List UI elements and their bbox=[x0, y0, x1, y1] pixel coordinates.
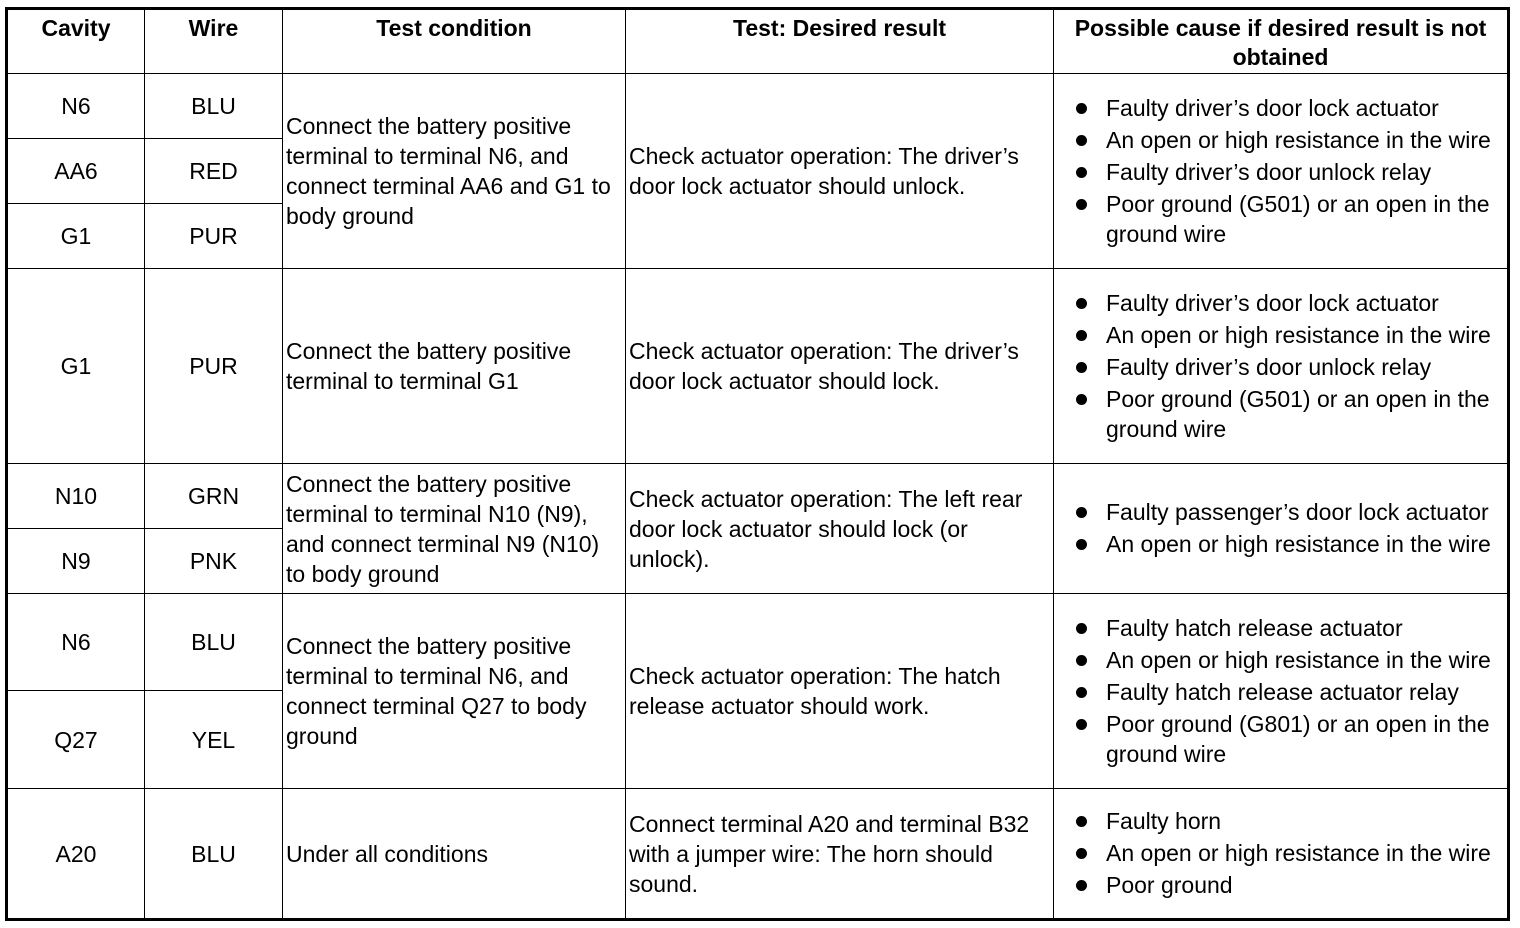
wire-cell: PNK bbox=[145, 529, 283, 594]
test-condition-cell: Connect the battery positive terminal to terminal G1 bbox=[283, 269, 626, 464]
header-test-condition: Test condition bbox=[283, 9, 626, 74]
cause-item: An open or high resistance in the wire bbox=[1106, 529, 1503, 559]
wire-cell: GRN bbox=[145, 464, 283, 529]
wire-cell: YEL bbox=[145, 691, 283, 789]
cause-list bbox=[1054, 806, 1507, 900]
desired-result-cell: Check actuator operation: The driver’s door lock actuator should unlock. bbox=[626, 74, 1054, 269]
cause-list bbox=[1054, 288, 1507, 444]
cause-item: Poor ground (G501) or an open in the ground wire bbox=[1106, 384, 1503, 444]
cause-list bbox=[1054, 497, 1507, 559]
cause-item: Faulty driver’s door lock actuator bbox=[1106, 93, 1503, 123]
test-condition-cell: Connect the battery positive terminal to terminal N10 (N9), and connect terminal N9 (N10) to body ground bbox=[283, 464, 626, 594]
table-row bbox=[7, 789, 1509, 920]
wire-cell: BLU bbox=[145, 74, 283, 139]
header-row bbox=[7, 9, 1509, 74]
cavity-cell: N6 bbox=[7, 74, 145, 139]
cavity-cell: A20 bbox=[7, 789, 145, 920]
cause-item: Poor ground bbox=[1106, 870, 1503, 900]
cause-item: Faulty hatch release actuator relay bbox=[1106, 677, 1503, 707]
cavity-cell: N10 bbox=[7, 464, 145, 529]
cavity-cell: Q27 bbox=[7, 691, 145, 789]
possible-cause-cell bbox=[1054, 594, 1509, 789]
cause-item: An open or high resistance in the wire bbox=[1106, 645, 1503, 675]
wire-cell: BLU bbox=[145, 789, 283, 920]
cavity-cell: N9 bbox=[7, 529, 145, 594]
cavity-cell: AA6 bbox=[7, 139, 145, 204]
cause-item: An open or high resistance in the wire bbox=[1106, 320, 1503, 350]
test-condition-cell: Under all conditions bbox=[283, 789, 626, 920]
table-row bbox=[7, 269, 1509, 464]
cause-list bbox=[1054, 93, 1507, 249]
possible-cause-cell bbox=[1054, 464, 1509, 594]
cavity-cell: G1 bbox=[7, 269, 145, 464]
cause-item: Faulty driver’s door unlock relay bbox=[1106, 352, 1503, 382]
header-cavity: Cavity bbox=[7, 9, 145, 74]
cause-item: Faulty horn bbox=[1106, 806, 1503, 836]
test-condition-cell: Connect the battery positive terminal to terminal N6, and connect terminal Q27 to body ground bbox=[283, 594, 626, 789]
wire-cell: BLU bbox=[145, 594, 283, 691]
desired-result-cell: Check actuator operation: The driver’s door lock actuator should lock. bbox=[626, 269, 1054, 464]
wire-cell: RED bbox=[145, 139, 283, 204]
cause-item: Faulty hatch release actuator bbox=[1106, 613, 1503, 643]
desired-result-cell: Check actuator operation: The hatch release actuator should work. bbox=[626, 594, 1054, 789]
cause-item: Poor ground (G501) or an open in the ground wire bbox=[1106, 189, 1503, 249]
desired-result-cell: Check actuator operation: The left rear door lock actuator should lock (or unlock). bbox=[626, 464, 1054, 594]
possible-cause-cell bbox=[1054, 74, 1509, 269]
cause-list bbox=[1054, 613, 1507, 769]
wire-cell: PUR bbox=[145, 269, 283, 464]
header-desired-result: Test: Desired result bbox=[626, 9, 1054, 74]
wire-cell: PUR bbox=[145, 204, 283, 269]
test-condition-cell: Connect the battery positive terminal to terminal N6, and connect terminal AA6 and G1 to body ground bbox=[283, 74, 626, 269]
desired-result-cell: Connect terminal A20 and terminal B32 with a jumper wire: The horn should sound. bbox=[626, 789, 1054, 920]
test-table bbox=[5, 7, 1510, 921]
cavity-cell: G1 bbox=[7, 204, 145, 269]
cavity-cell: N6 bbox=[7, 594, 145, 691]
possible-cause-cell bbox=[1054, 789, 1509, 920]
cause-item: Faulty driver’s door lock actuator bbox=[1106, 288, 1503, 318]
cause-item: Faulty driver’s door unlock relay bbox=[1106, 157, 1503, 187]
header-possible-cause: Possible cause if desired result is not obtained bbox=[1054, 9, 1509, 74]
table-row bbox=[7, 594, 1509, 691]
cause-item: An open or high resistance in the wire bbox=[1106, 125, 1503, 155]
cause-item: An open or high resistance in the wire bbox=[1106, 838, 1503, 868]
cause-item: Poor ground (G801) or an open in the ground wire bbox=[1106, 709, 1503, 769]
table-row bbox=[7, 464, 1509, 529]
cause-item: Faulty passenger’s door lock actuator bbox=[1106, 497, 1503, 527]
header-wire: Wire bbox=[145, 9, 283, 74]
possible-cause-cell bbox=[1054, 269, 1509, 464]
table-row bbox=[7, 74, 1509, 139]
